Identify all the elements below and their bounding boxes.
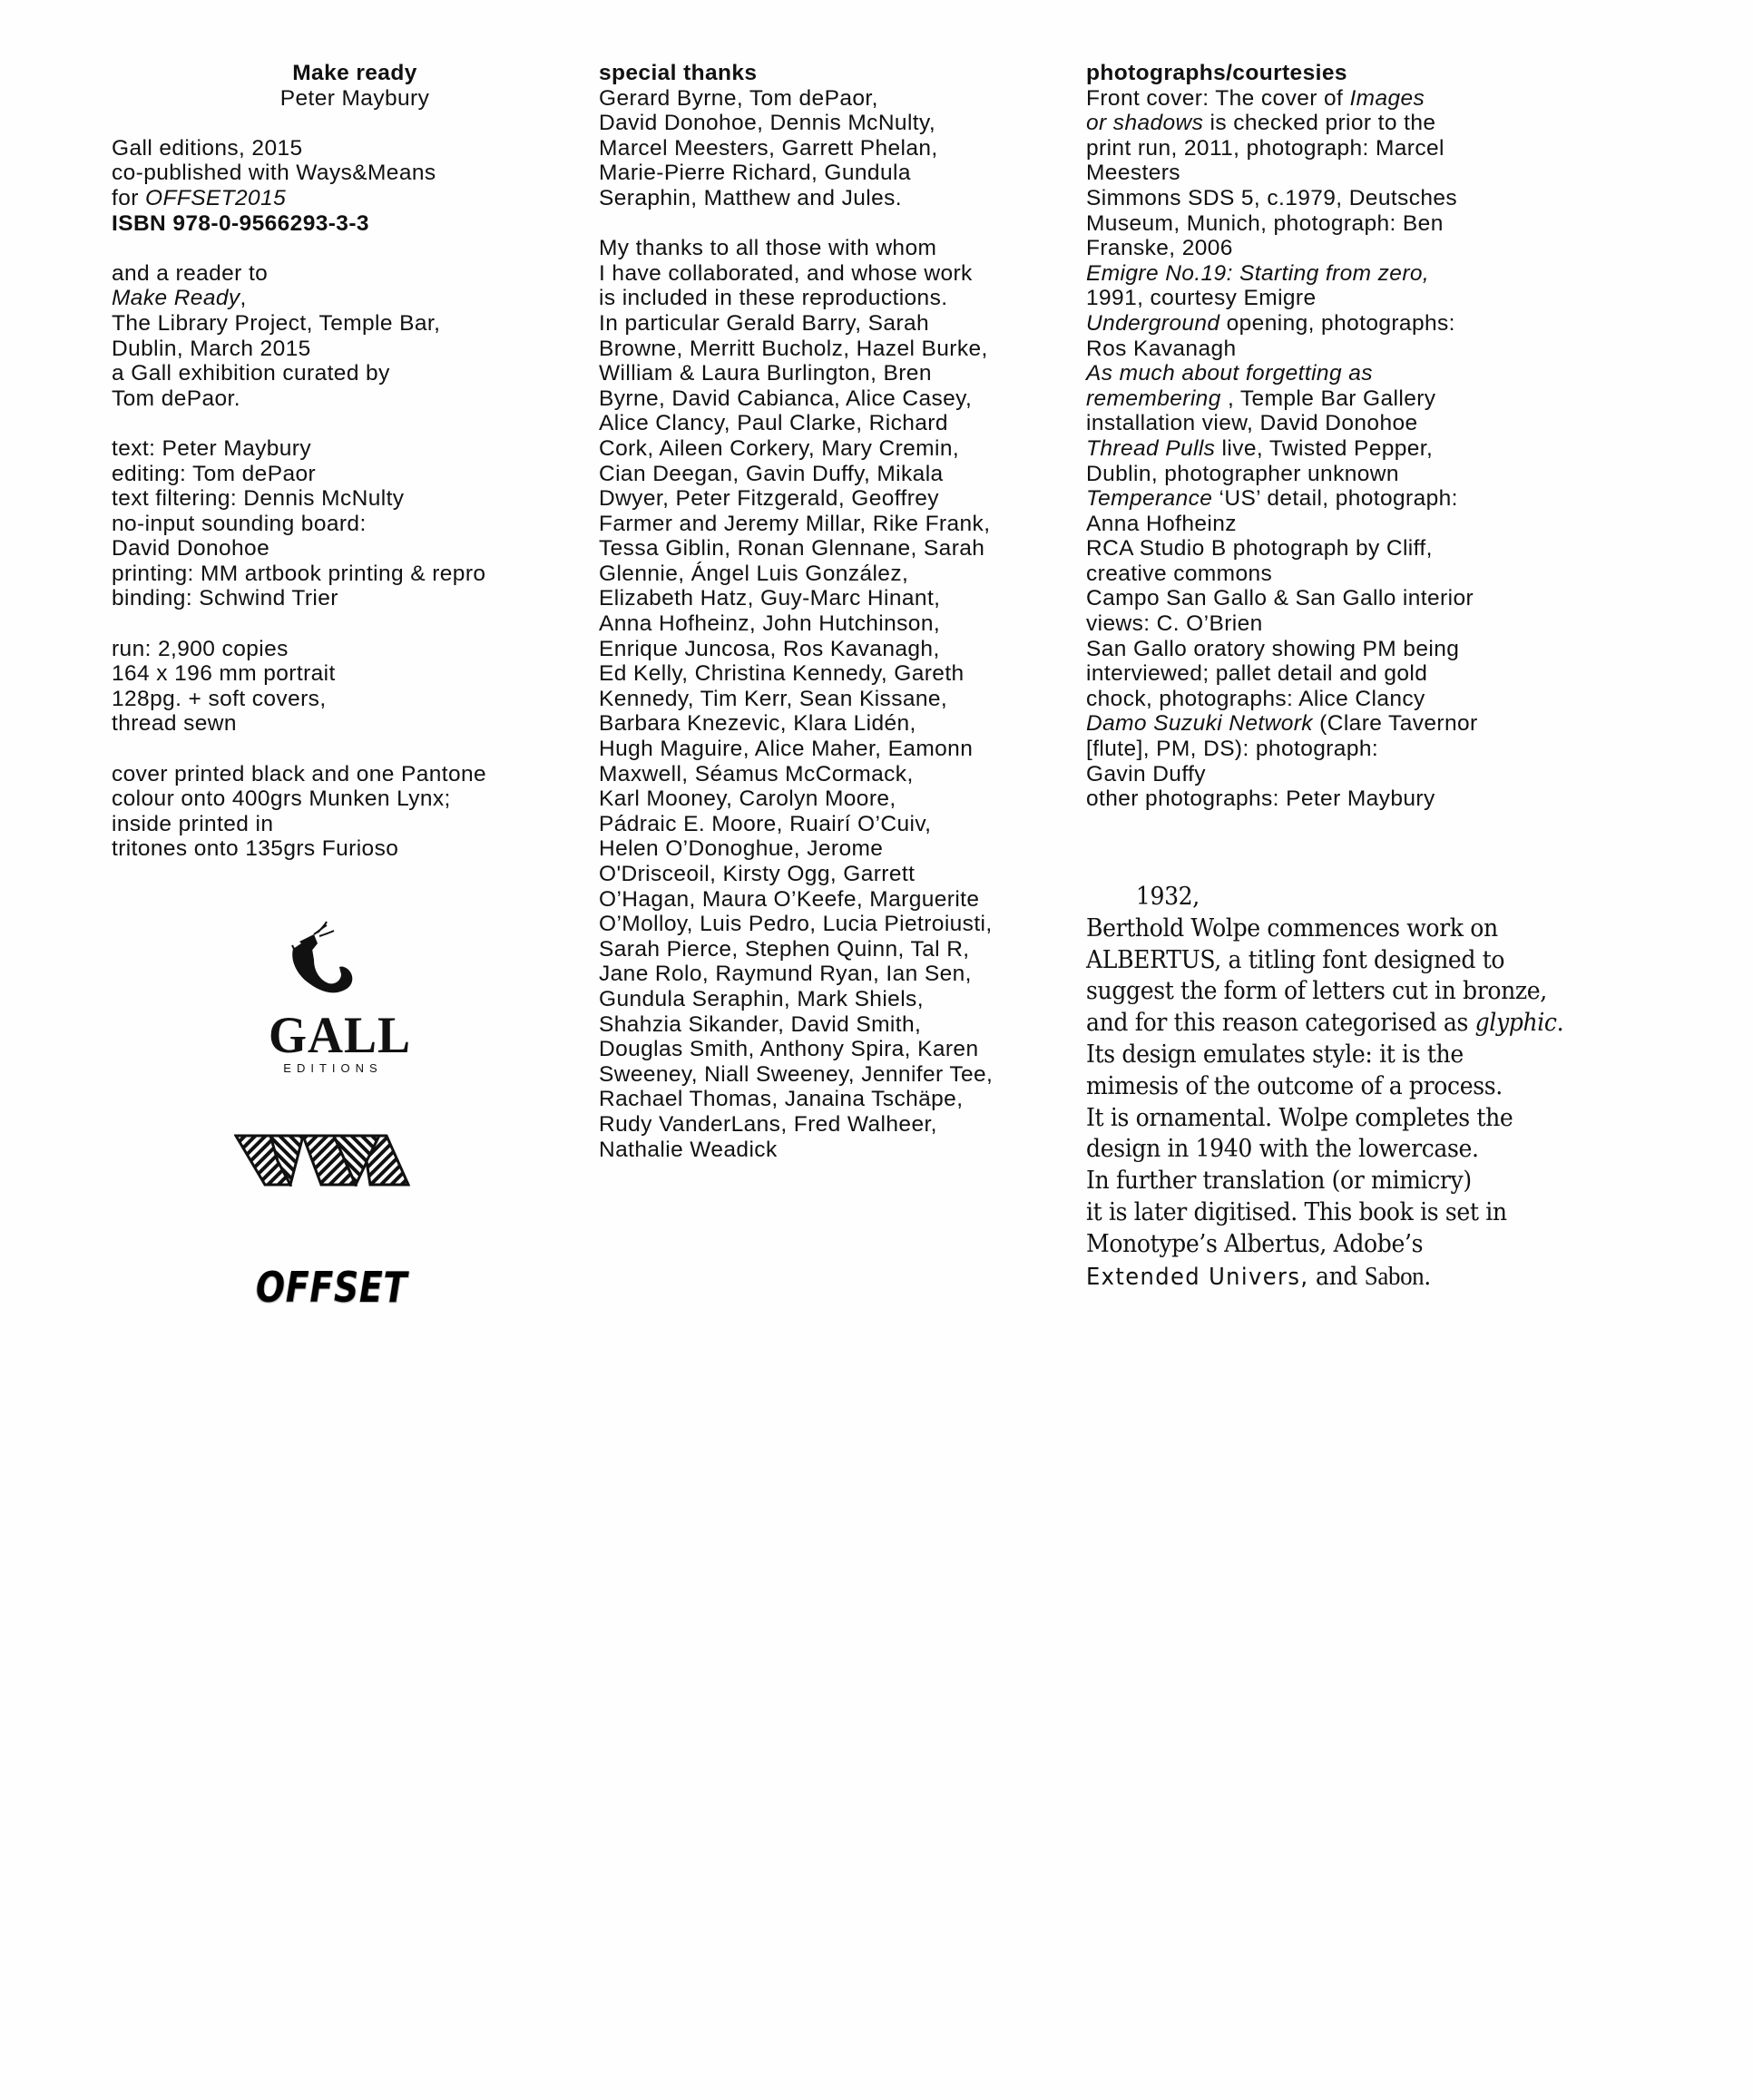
photograph-credit-line: Franske, 2006	[1086, 236, 1233, 261]
thanks-line: Alice Clancy, Paul Clarke, Richard	[599, 411, 948, 436]
photograph-credit-line: Emigre No.19: Starting from zero,	[1086, 260, 1430, 286]
photograph-credit-line: other photographs: Peter Maybury	[1086, 786, 1435, 812]
special-thanks-line: David Donohoe, Dennis McNulty,	[599, 111, 936, 136]
paper-line: cover printed black and one Pantone	[112, 761, 487, 786]
gall-editions-logo	[263, 916, 412, 1075]
thanks-line: Gundula Seraphin, Mark Shiels,	[599, 986, 924, 1011]
isbn: ISBN 978-0-9566293-3-3	[112, 210, 369, 236]
credit-line: David Donohoe	[112, 536, 270, 562]
photograph-credit-line: San Gallo oratory showing PM being	[1086, 636, 1460, 661]
albertus-line: In further translation (or mimicry)	[1086, 1167, 1472, 1196]
photograph-credit-line: Dublin, photographer unknown	[1086, 461, 1399, 486]
reader-block	[112, 261, 583, 412]
special-thanks-line: Seraphin, Matthew and Jules.	[599, 185, 902, 210]
thanks-line: Tessa Giblin, Ronan Glennane, Sarah	[599, 536, 985, 562]
paper-line: colour onto 400grs Munken Lynx;	[112, 786, 451, 812]
albertus-line: and for this reason categorised as glyphic.	[1086, 1009, 1564, 1038]
photograph-credit-line: Gavin Duffy	[1086, 761, 1206, 786]
thanks-line: Elizabeth Hatz, Guy-Marc Hinant,	[599, 586, 941, 611]
spec-line: 164 x 196 mm portrait	[112, 661, 336, 687]
paper-line: inside printed in	[112, 811, 274, 836]
albertus-line: mimesis of the outcome of a process.	[1086, 1071, 1503, 1100]
paper-line: tritones onto 135grs Furioso	[112, 836, 399, 862]
thanks-line: O’Molloy, Luis Pedro, Lucia Pietroiusti,	[599, 912, 993, 937]
photograph-credit-line: or shadows is checked prior to the	[1086, 111, 1436, 136]
photograph-credit-line: Temperance ‘US’ detail, photograph:	[1086, 486, 1458, 512]
photographs-heading: photographs/courtesies	[1086, 61, 1347, 85]
special-thanks-line: Marie-Pierre Richard, Gundula	[599, 161, 911, 186]
special-thanks-block	[599, 61, 1071, 211]
thanks-line: is included in these reproductions.	[599, 286, 948, 311]
credit-line: no-input sounding board:	[112, 511, 367, 536]
photographs-column	[1086, 61, 1558, 836]
photograph-credit-line: creative commons	[1086, 561, 1273, 586]
credit-line: binding: Schwind Trier	[112, 586, 338, 611]
thanks-line: Rachael Thomas, Janaina Tschäpe,	[599, 1087, 964, 1112]
photograph-credit-line: Museum, Munich, photograph: Ben	[1086, 210, 1444, 236]
specs-block	[112, 637, 583, 737]
thanks-line: I have collaborated, and whose work	[599, 260, 973, 286]
spec-line: 128pg. + soft covers,	[112, 686, 327, 711]
thanks-line: Enrique Juncosa, Ros Kavanagh,	[599, 636, 940, 661]
paper-block	[112, 762, 583, 862]
thanks-line: William & Laura Burlington, Bren	[599, 361, 932, 386]
publication-block	[112, 136, 583, 236]
ways-and-means-logo	[234, 1134, 410, 1187]
thanks-line: Farmer and Jeremy Millar, Rike Frank,	[599, 511, 991, 536]
thanks-line: Kennedy, Tim Kerr, Sean Kissane,	[599, 686, 948, 711]
copublisher-line: co-published with Ways&Means	[112, 161, 436, 186]
albertus-line: ALBERTUS, a titling font designed to	[1086, 945, 1505, 974]
photograph-credit-line: Damo Suzuki Network (Clare Tavernor	[1086, 711, 1478, 737]
thanks-line: Byrne, David Cabianca, Alice Casey,	[599, 386, 973, 411]
ways-and-means-striped-icon	[234, 1134, 410, 1187]
photograph-credit-line: remembering , Temple Bar Gallery	[1086, 386, 1436, 411]
thanks-line: Anna Hofheinz, John Hutchinson,	[599, 611, 941, 637]
publisher-line: Gall editions, 2015	[112, 135, 303, 161]
thanks-paragraph	[599, 236, 1071, 1162]
spec-line: thread sewn	[112, 711, 237, 737]
offset-logo	[256, 1263, 408, 1312]
thanks-line: My thanks to all those with whom	[599, 236, 937, 261]
photograph-credit-line: RCA Studio B photograph by Cliff,	[1086, 536, 1433, 562]
spec-line: run: 2,900 copies	[112, 636, 289, 661]
thanks-line: Rudy VanderLans, Fred Walheer,	[599, 1111, 937, 1137]
thanks-line: Barbara Knezevic, Klara Lidén,	[599, 711, 916, 737]
thanks-line: In particular Gerald Barry, Sarah	[599, 310, 930, 336]
credit-line: text: Peter Maybury	[112, 435, 312, 461]
thanks-line: Pádraic E. Moore, Ruairí O’Cuiv,	[599, 811, 932, 836]
title-block	[112, 61, 598, 111]
book-title: Make ready	[292, 61, 417, 85]
photograph-credit-line: installation view, David Donohoe	[1086, 411, 1418, 436]
colophon-column	[112, 61, 583, 887]
book-author: Peter Maybury	[279, 85, 430, 111]
thanks-line: Jane Rolo, Raymund Ryan, Ian Sen,	[599, 962, 972, 987]
photograph-credit-line: Ros Kavanagh	[1086, 336, 1237, 361]
photograph-credit-line: Campo San Gallo & San Gallo interior	[1086, 586, 1474, 611]
thanks-line: Maxwell, Séamus McCormack,	[599, 761, 914, 786]
albertus-line: Extended Univers, and Sabon.	[1086, 1261, 1431, 1291]
thanks-line: Nathalie Weadick	[599, 1137, 778, 1162]
photograph-credit-line: 1991, courtesy Emigre	[1086, 286, 1317, 311]
thanks-line: Browne, Merritt Bucholz, Hazel Burke,	[599, 336, 988, 361]
albertus-note	[1086, 882, 1564, 1293]
albertus-line: Its design emulates style: it is the	[1086, 1040, 1464, 1069]
gall-bird-icon	[263, 916, 399, 1007]
thanks-line: Sarah Pierce, Stephen Quinn, Tal R,	[599, 936, 970, 962]
photograph-credit-line: Meesters	[1086, 161, 1180, 186]
photograph-credit-line: print run, 2011, photograph: Marcel	[1086, 135, 1445, 161]
albertus-text	[1086, 913, 1564, 1294]
thanks-line: Sweeney, Niall Sweeney, Jennifer Tee,	[599, 1061, 994, 1087]
thanks-line: Douglas Smith, Anthony Spira, Karen	[599, 1037, 979, 1062]
special-thanks-heading: special thanks	[599, 61, 758, 85]
reader-line: and a reader to	[112, 260, 269, 286]
photograph-credit-line: As much about forgetting as	[1086, 361, 1373, 386]
thanks-line: Karl Mooney, Carolyn Moore,	[599, 786, 896, 812]
albertus-line: suggest the form of letters cut in bronze,	[1086, 977, 1547, 1006]
photograph-credit-line: chock, photographs: Alice Clancy	[1086, 686, 1425, 711]
credits-block	[112, 436, 583, 611]
thanks-line: O’Hagan, Maura O’Keefe, Marguerite	[599, 886, 980, 912]
albertus-line: Berthold Wolpe commences work on	[1086, 913, 1498, 943]
albertus-line: it is later digitised. This book is set in	[1086, 1197, 1507, 1226]
special-thanks-line: Gerard Byrne, Tom dePaor,	[599, 85, 878, 111]
special-thanks-names	[599, 86, 1071, 211]
gall-subtitle: EDITIONS	[283, 1061, 383, 1075]
thanks-line: Dwyer, Peter Fitzgerald, Geoffrey	[599, 486, 939, 512]
credit-line: printing: MM artbook printing & repro	[112, 561, 486, 586]
special-thanks-column	[599, 61, 1071, 1187]
photograph-credit-line: interviewed; pallet detail and gold	[1086, 661, 1428, 687]
photograph-credit-line: Front cover: The cover of Images	[1086, 85, 1425, 111]
thanks-line: Cork, Aileen Corkery, Mary Cremin,	[599, 435, 960, 461]
reader-line: The Library Project, Temple Bar,	[112, 310, 441, 336]
albertus-line: It is ornamental. Wolpe completes the	[1086, 1103, 1513, 1132]
thanks-line: Glennie, Ángel Luis González,	[599, 561, 909, 586]
reader-line: a Gall exhibition curated by	[112, 361, 390, 386]
albertus-line: Monotype’s Albertus, Adobe’s	[1086, 1229, 1424, 1258]
thanks-line: Shahzia Sikander, David Smith,	[599, 1011, 922, 1037]
photographs-block	[1086, 61, 1558, 812]
albertus-year: 1932,	[1135, 883, 1200, 911]
thanks-line: Cian Deegan, Gavin Duffy, Mikala	[599, 461, 944, 486]
thanks-line: O'Drisceoil, Kirsty Ogg, Garrett	[599, 862, 916, 886]
photographs-credits	[1086, 86, 1558, 812]
photograph-credit-line: [flute], PM, DS): photograph:	[1086, 737, 1379, 762]
reader-line: Make Ready,	[112, 286, 247, 311]
photograph-credit-line: Anna Hofheinz	[1086, 511, 1237, 536]
gall-wordmark: GALL	[269, 1006, 412, 1064]
photograph-credit-line: Thread Pulls live, Twisted Pepper,	[1086, 435, 1434, 461]
reader-line: Dublin, March 2015	[112, 336, 311, 361]
thanks-line: Ed Kelly, Christina Kennedy, Gareth	[599, 661, 965, 687]
photograph-credit-line: views: C. O’Brien	[1086, 611, 1263, 637]
photograph-credit-line: Simmons SDS 5, c.1979, Deutsches	[1086, 185, 1458, 210]
occasion-line: for OFFSET2015	[112, 185, 287, 210]
credit-line: editing: Tom dePaor	[112, 461, 317, 486]
special-thanks-line: Marcel Meesters, Garrett Phelan,	[599, 135, 938, 161]
reader-line: Tom dePaor.	[112, 386, 240, 411]
offset-wordmark: OFFSET	[256, 1263, 408, 1312]
offset-title: OFFSET2015	[145, 185, 287, 210]
credit-line: text filtering: Dennis McNulty	[112, 486, 405, 512]
albertus-line: design in 1940 with the lowercase.	[1086, 1135, 1479, 1164]
thanks-line: Helen O’Donoghue, Jerome	[599, 836, 884, 862]
photograph-credit-line: Underground opening, photographs:	[1086, 310, 1455, 336]
thanks-line: Hugh Maguire, Alice Maher, Eamonn	[599, 737, 974, 762]
